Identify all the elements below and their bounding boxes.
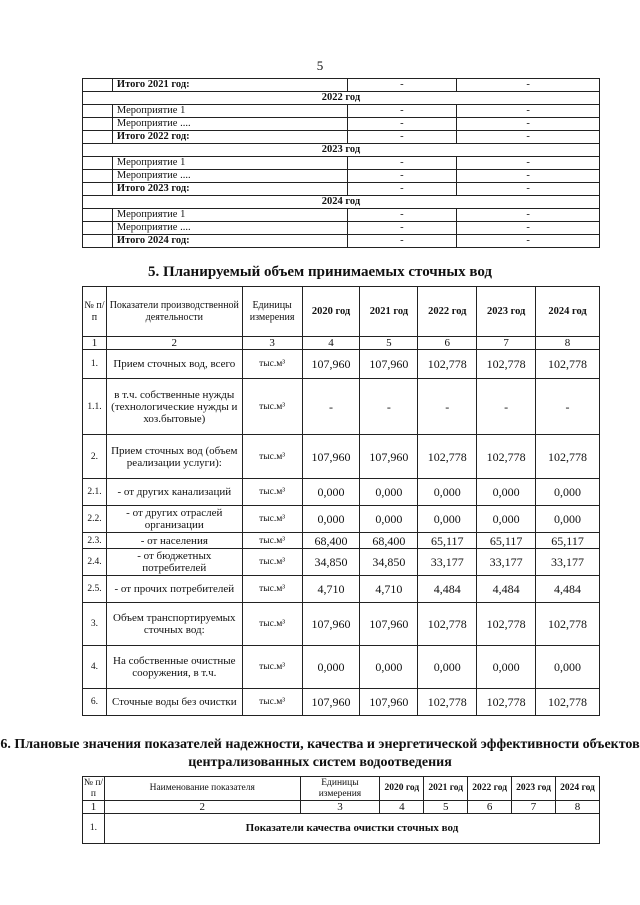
row-label: Мероприятие 1 xyxy=(112,157,347,170)
table-row xyxy=(83,105,600,118)
row-value-1: - xyxy=(347,209,457,222)
header-number: № п/п xyxy=(83,287,107,337)
table-header-row xyxy=(83,777,600,801)
row-value-2: - xyxy=(457,157,600,170)
table-row xyxy=(83,209,600,222)
table-row xyxy=(83,350,600,379)
indicator-name: - от населения xyxy=(106,533,242,549)
row-value-1: - xyxy=(347,157,457,170)
row-value-2: - xyxy=(457,79,600,92)
column-number-row xyxy=(83,801,600,814)
value-2021: 68,400 xyxy=(360,533,418,549)
colnum: 8 xyxy=(536,337,600,350)
section-5-title: 5. Планируемый объем принимаемых сточных вод xyxy=(147,264,493,280)
table-row xyxy=(83,533,600,549)
row-label: Мероприятие 1 xyxy=(112,105,347,118)
table-row xyxy=(83,576,600,603)
value-2021: 0,000 xyxy=(360,646,418,689)
value-2020: 68,400 xyxy=(302,533,360,549)
row-number: 2. xyxy=(83,435,107,479)
table-row xyxy=(83,689,600,716)
colnum: 8 xyxy=(556,801,600,814)
table-row xyxy=(83,157,600,170)
row-spacer xyxy=(83,235,113,248)
value-2022: 0,000 xyxy=(418,479,477,506)
table-row xyxy=(83,479,600,506)
row-spacer xyxy=(83,79,113,92)
row-spacer xyxy=(83,157,113,170)
value-2020: 0,000 xyxy=(302,506,360,533)
indicator-name: Прием сточных вод (объем реализации услуги): xyxy=(106,435,242,479)
row-number: 1. xyxy=(83,814,105,844)
value-2024: 102,778 xyxy=(536,350,600,379)
value-2022: 65,117 xyxy=(418,533,477,549)
value-2022: 102,778 xyxy=(418,689,477,716)
value-2020: 4,710 xyxy=(302,576,360,603)
value-2024: 33,177 xyxy=(536,549,600,576)
unit: тыс.м³ xyxy=(242,350,302,379)
indicator-name: Прием сточных вод, всего xyxy=(106,350,242,379)
row-value-1: - xyxy=(347,170,457,183)
header-2023: 2023 год xyxy=(512,777,556,801)
colnum: 4 xyxy=(380,801,424,814)
row-value-1: - xyxy=(347,235,457,248)
year-header-row xyxy=(83,144,600,157)
row-value-2: - xyxy=(457,118,600,131)
row-value-1: - xyxy=(347,183,457,196)
row-label: Мероприятие .... xyxy=(112,118,347,131)
value-2022: 102,778 xyxy=(418,435,477,479)
colnum: 3 xyxy=(300,801,380,814)
row-number: 2.5. xyxy=(83,576,107,603)
row-value-1: - xyxy=(347,131,457,144)
unit: тыс.м³ xyxy=(242,576,302,603)
value-2023: 4,484 xyxy=(477,576,536,603)
header-unit: Единицы измерения xyxy=(300,777,380,801)
column-number-row xyxy=(83,337,600,350)
row-title: Показатели качества очистки сточных вод xyxy=(104,814,599,844)
header-2022: 2022 год xyxy=(418,287,477,337)
value-2022: 0,000 xyxy=(418,646,477,689)
header-2021: 2021 год xyxy=(424,777,468,801)
row-spacer xyxy=(83,183,113,196)
row-label: Мероприятие .... xyxy=(112,222,347,235)
total-row xyxy=(83,79,600,92)
header-indicator-name: Наименование показателя xyxy=(104,777,300,801)
reliability-indicators-table xyxy=(82,776,600,844)
value-2024: 0,000 xyxy=(536,479,600,506)
header-2022: 2022 год xyxy=(468,777,512,801)
value-2022: 0,000 xyxy=(418,506,477,533)
unit: тыс.м³ xyxy=(242,603,302,646)
unit: тыс.м³ xyxy=(242,506,302,533)
table-row xyxy=(83,603,600,646)
value-2021: 107,960 xyxy=(360,435,418,479)
unit: тыс.м³ xyxy=(242,689,302,716)
unit: тыс.м³ xyxy=(242,379,302,435)
row-number: 2.4. xyxy=(83,549,107,576)
row-spacer xyxy=(83,131,113,144)
colnum: 5 xyxy=(424,801,468,814)
value-2021: 0,000 xyxy=(360,479,418,506)
header-unit: Единицы измерения xyxy=(242,287,302,337)
value-2020: 0,000 xyxy=(302,479,360,506)
row-label: Итого 2022 год: xyxy=(112,131,347,144)
indicator-name: - от бюджетных потребителей xyxy=(106,549,242,576)
row-value-1: - xyxy=(347,105,457,118)
activities-table xyxy=(82,78,600,248)
colnum: 5 xyxy=(360,337,418,350)
value-2021: 4,710 xyxy=(360,576,418,603)
row-number: 2.3. xyxy=(83,533,107,549)
table-row xyxy=(83,379,600,435)
value-2024: 102,778 xyxy=(536,603,600,646)
year-label: 2024 год xyxy=(83,196,600,209)
value-2022: 4,484 xyxy=(418,576,477,603)
header-number: № п/п xyxy=(83,777,104,799)
row-value-2: - xyxy=(457,105,600,118)
row-value-2: - xyxy=(457,183,600,196)
value-2021: - xyxy=(360,379,418,435)
colnum: 7 xyxy=(477,337,536,350)
value-2023: 0,000 xyxy=(477,479,536,506)
value-2020: - xyxy=(302,379,360,435)
value-2020: 107,960 xyxy=(302,435,360,479)
row-label: Мероприятие 1 xyxy=(112,209,347,222)
total-row xyxy=(83,183,600,196)
section-6-title: 6. Плановые значения показателей надежности, качества и энергетической эффективности объектов централизованных систем водоотведения xyxy=(0,737,640,770)
value-2024: 65,117 xyxy=(536,533,600,549)
row-number: 6. xyxy=(83,689,107,716)
value-2021: 0,000 xyxy=(360,506,418,533)
row-spacer xyxy=(83,105,113,118)
colnum: 1 xyxy=(83,337,107,350)
value-2023: 102,778 xyxy=(477,350,536,379)
row-value-2: - xyxy=(457,222,600,235)
table-row xyxy=(83,549,600,576)
year-header-row xyxy=(83,92,600,105)
value-2020: 107,960 xyxy=(302,689,360,716)
table-row xyxy=(83,814,600,844)
indicator-name: - от других отраслей организации xyxy=(106,506,242,533)
row-number: 2.1. xyxy=(83,479,107,506)
colnum: 6 xyxy=(468,801,512,814)
header-indicator: Показатели производственной деятельности xyxy=(106,287,242,337)
header-2024: 2024 год xyxy=(536,287,600,337)
value-2023: 102,778 xyxy=(477,603,536,646)
value-2021: 107,960 xyxy=(360,350,418,379)
wastewater-volume-table xyxy=(82,286,600,716)
page-number: 5 xyxy=(316,58,324,73)
colnum: 2 xyxy=(106,337,242,350)
row-value-1: - xyxy=(347,222,457,235)
header-2023: 2023 год xyxy=(477,287,536,337)
value-2023: 33,177 xyxy=(477,549,536,576)
table-row xyxy=(83,222,600,235)
value-2024: 102,778 xyxy=(536,689,600,716)
row-spacer xyxy=(83,118,113,131)
row-label: Итого 2024 год: xyxy=(112,235,347,248)
value-2022: 33,177 xyxy=(418,549,477,576)
row-label: Итого 2023 год: xyxy=(112,183,347,196)
indicator-name: - от других канализаций xyxy=(106,479,242,506)
row-number: 1. xyxy=(83,350,107,379)
row-spacer xyxy=(83,209,113,222)
value-2024: 0,000 xyxy=(536,646,600,689)
value-2020: 107,960 xyxy=(302,350,360,379)
indicator-name: На собственные очистные сооружения, в т.ч. xyxy=(106,646,242,689)
colnum: 3 xyxy=(242,337,302,350)
row-value-2: - xyxy=(457,170,600,183)
row-value-2: - xyxy=(457,131,600,144)
year-header-row xyxy=(83,196,600,209)
header-2020: 2020 год xyxy=(302,287,360,337)
table-row xyxy=(83,170,600,183)
total-row xyxy=(83,131,600,144)
header-2024: 2024 год xyxy=(556,777,600,801)
colnum: 1 xyxy=(83,801,105,814)
row-value-2: - xyxy=(457,235,600,248)
row-value-1: - xyxy=(347,118,457,131)
value-2023: 102,778 xyxy=(477,689,536,716)
row-number: 1.1. xyxy=(83,379,107,435)
unit: тыс.м³ xyxy=(242,533,302,549)
value-2020: 34,850 xyxy=(302,549,360,576)
colnum: 4 xyxy=(302,337,360,350)
table-row xyxy=(83,506,600,533)
value-2022: - xyxy=(418,379,477,435)
indicator-name: Сточные воды без очистки xyxy=(106,689,242,716)
value-2021: 107,960 xyxy=(360,689,418,716)
total-row xyxy=(83,235,600,248)
value-2024: 0,000 xyxy=(536,506,600,533)
year-label: 2023 год xyxy=(83,144,600,157)
value-2023: 0,000 xyxy=(477,506,536,533)
year-label: 2022 год xyxy=(83,92,600,105)
value-2024: 102,778 xyxy=(536,435,600,479)
value-2022: 102,778 xyxy=(418,350,477,379)
value-2021: 107,960 xyxy=(360,603,418,646)
row-value-2: - xyxy=(457,209,600,222)
row-label: Итого 2021 год: xyxy=(112,79,347,92)
unit: тыс.м³ xyxy=(242,479,302,506)
row-spacer xyxy=(83,170,113,183)
value-2024: - xyxy=(536,379,600,435)
value-2024: 4,484 xyxy=(536,576,600,603)
table-row xyxy=(83,435,600,479)
unit: тыс.м³ xyxy=(242,435,302,479)
row-value-1: - xyxy=(347,79,457,92)
header-2021: 2021 год xyxy=(360,287,418,337)
indicator-name: Объем транспортируемых сточных вод: xyxy=(106,603,242,646)
row-number: 3. xyxy=(83,603,107,646)
header-2020: 2020 год xyxy=(380,777,424,801)
indicator-name: в т.ч. собственные нужды (технологические нужды и хоз.бытовые) xyxy=(106,379,242,435)
row-spacer xyxy=(83,222,113,235)
value-2023: 65,117 xyxy=(477,533,536,549)
table-header-row xyxy=(83,287,600,337)
value-2021: 34,850 xyxy=(360,549,418,576)
colnum: 7 xyxy=(512,801,556,814)
value-2022: 102,778 xyxy=(418,603,477,646)
unit: тыс.м³ xyxy=(242,549,302,576)
row-label: Мероприятие .... xyxy=(112,170,347,183)
table-row xyxy=(83,118,600,131)
value-2020: 0,000 xyxy=(302,646,360,689)
colnum: 6 xyxy=(418,337,477,350)
value-2023: - xyxy=(477,379,536,435)
colnum: 2 xyxy=(104,801,300,814)
value-2023: 0,000 xyxy=(477,646,536,689)
value-2020: 107,960 xyxy=(302,603,360,646)
table-row xyxy=(83,646,600,689)
indicator-name: - от прочих потребителей xyxy=(106,576,242,603)
row-number: 4. xyxy=(83,646,107,689)
value-2023: 102,778 xyxy=(477,435,536,479)
unit: тыс.м³ xyxy=(242,646,302,689)
row-number: 2.2. xyxy=(83,506,107,533)
